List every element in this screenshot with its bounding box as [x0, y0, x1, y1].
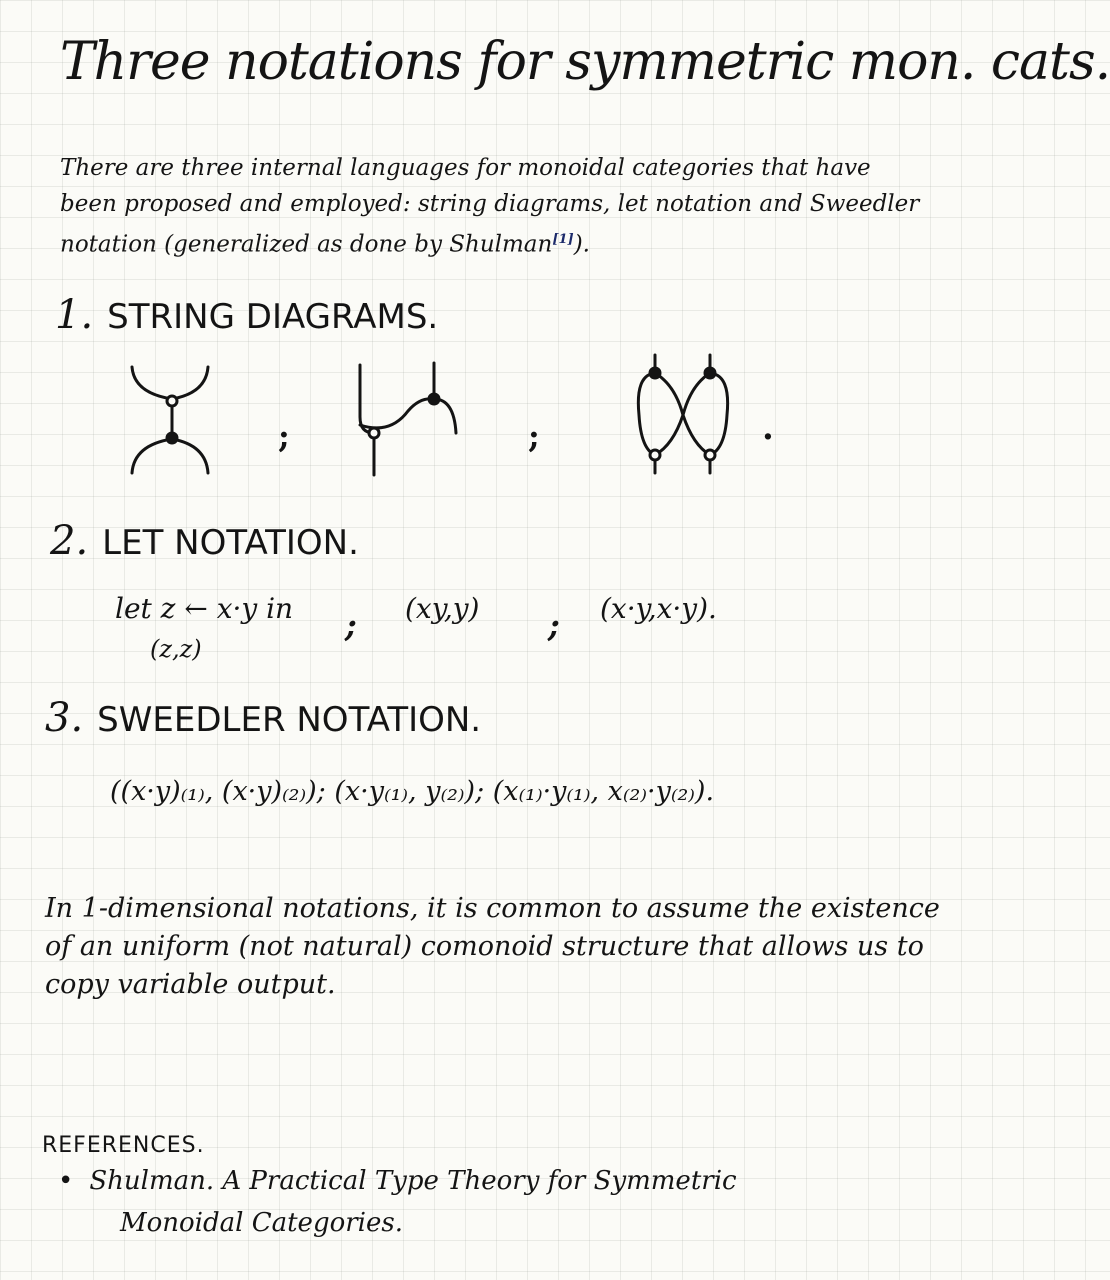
reference-line-1: Shulman. A Practical Type Theory for Symmetric: [89, 1166, 737, 1196]
section-heading-let-notation: [50, 518, 359, 564]
let-separator-1: ;: [345, 606, 357, 644]
section-heading-sweedler-notation: [45, 695, 481, 741]
intro-text: There are three internal languages for monoidal categories that have been proposed and employed: string diagrams, let notation and Sweedler notation (generalized as done by Shulman: [60, 155, 920, 258]
let-separator-2: ;: [548, 606, 560, 644]
references-heading: REFERENCES.: [42, 1133, 205, 1158]
section-number: 2.: [50, 518, 89, 564]
page-title: Three notations for symmetric mon. cats.: [60, 32, 1110, 92]
bullet-icon: •: [58, 1166, 74, 1196]
reference-item: [58, 1160, 878, 1244]
string-diagrams-figure: [110, 355, 810, 485]
string-diagram-3: [638, 355, 727, 473]
let-expression-1-line-2: (z,z): [150, 635, 202, 663]
reference-line-2: Monoidal Categories.: [120, 1208, 403, 1238]
intro-tail: ).: [573, 231, 590, 258]
diagram-separator-1: ;: [278, 417, 290, 455]
diagram-end-period: .: [762, 408, 774, 448]
string-diagram-1: [132, 367, 208, 473]
section-number: 3.: [45, 695, 84, 741]
sweedler-expression: ((x·y)₍₁₎, (x·y)₍₂₎); (x·y₍₁₎, y₍₂₎); (x₍₁₎·y₍₁₎, x₍₂₎·y₍₂₎).: [110, 776, 715, 807]
let-expression-3: (x·y,x·y).: [600, 592, 717, 625]
string-diagram-2: [360, 363, 456, 475]
citation-marker: [1]: [552, 232, 574, 247]
let-expression-1-line-1: let z ← x·y in: [115, 592, 294, 625]
section-heading-string-diagrams: [55, 292, 438, 338]
comonoid-paragraph: In 1-dimensional notations, it is common to assume the existence of an uniform (not natural) comonoid structure that allows us to copy variable output.: [45, 893, 940, 1000]
section-title: LET NOTATION.: [102, 523, 359, 563]
section-number: 1.: [55, 292, 94, 338]
diagram-separator-2: ;: [528, 417, 540, 455]
section-title: STRING DIAGRAMS.: [107, 297, 439, 337]
let-expression-2: (xy,y): [405, 592, 480, 625]
intro-paragraph: [60, 150, 920, 263]
section-title: SWEEDLER NOTATION.: [97, 700, 482, 740]
